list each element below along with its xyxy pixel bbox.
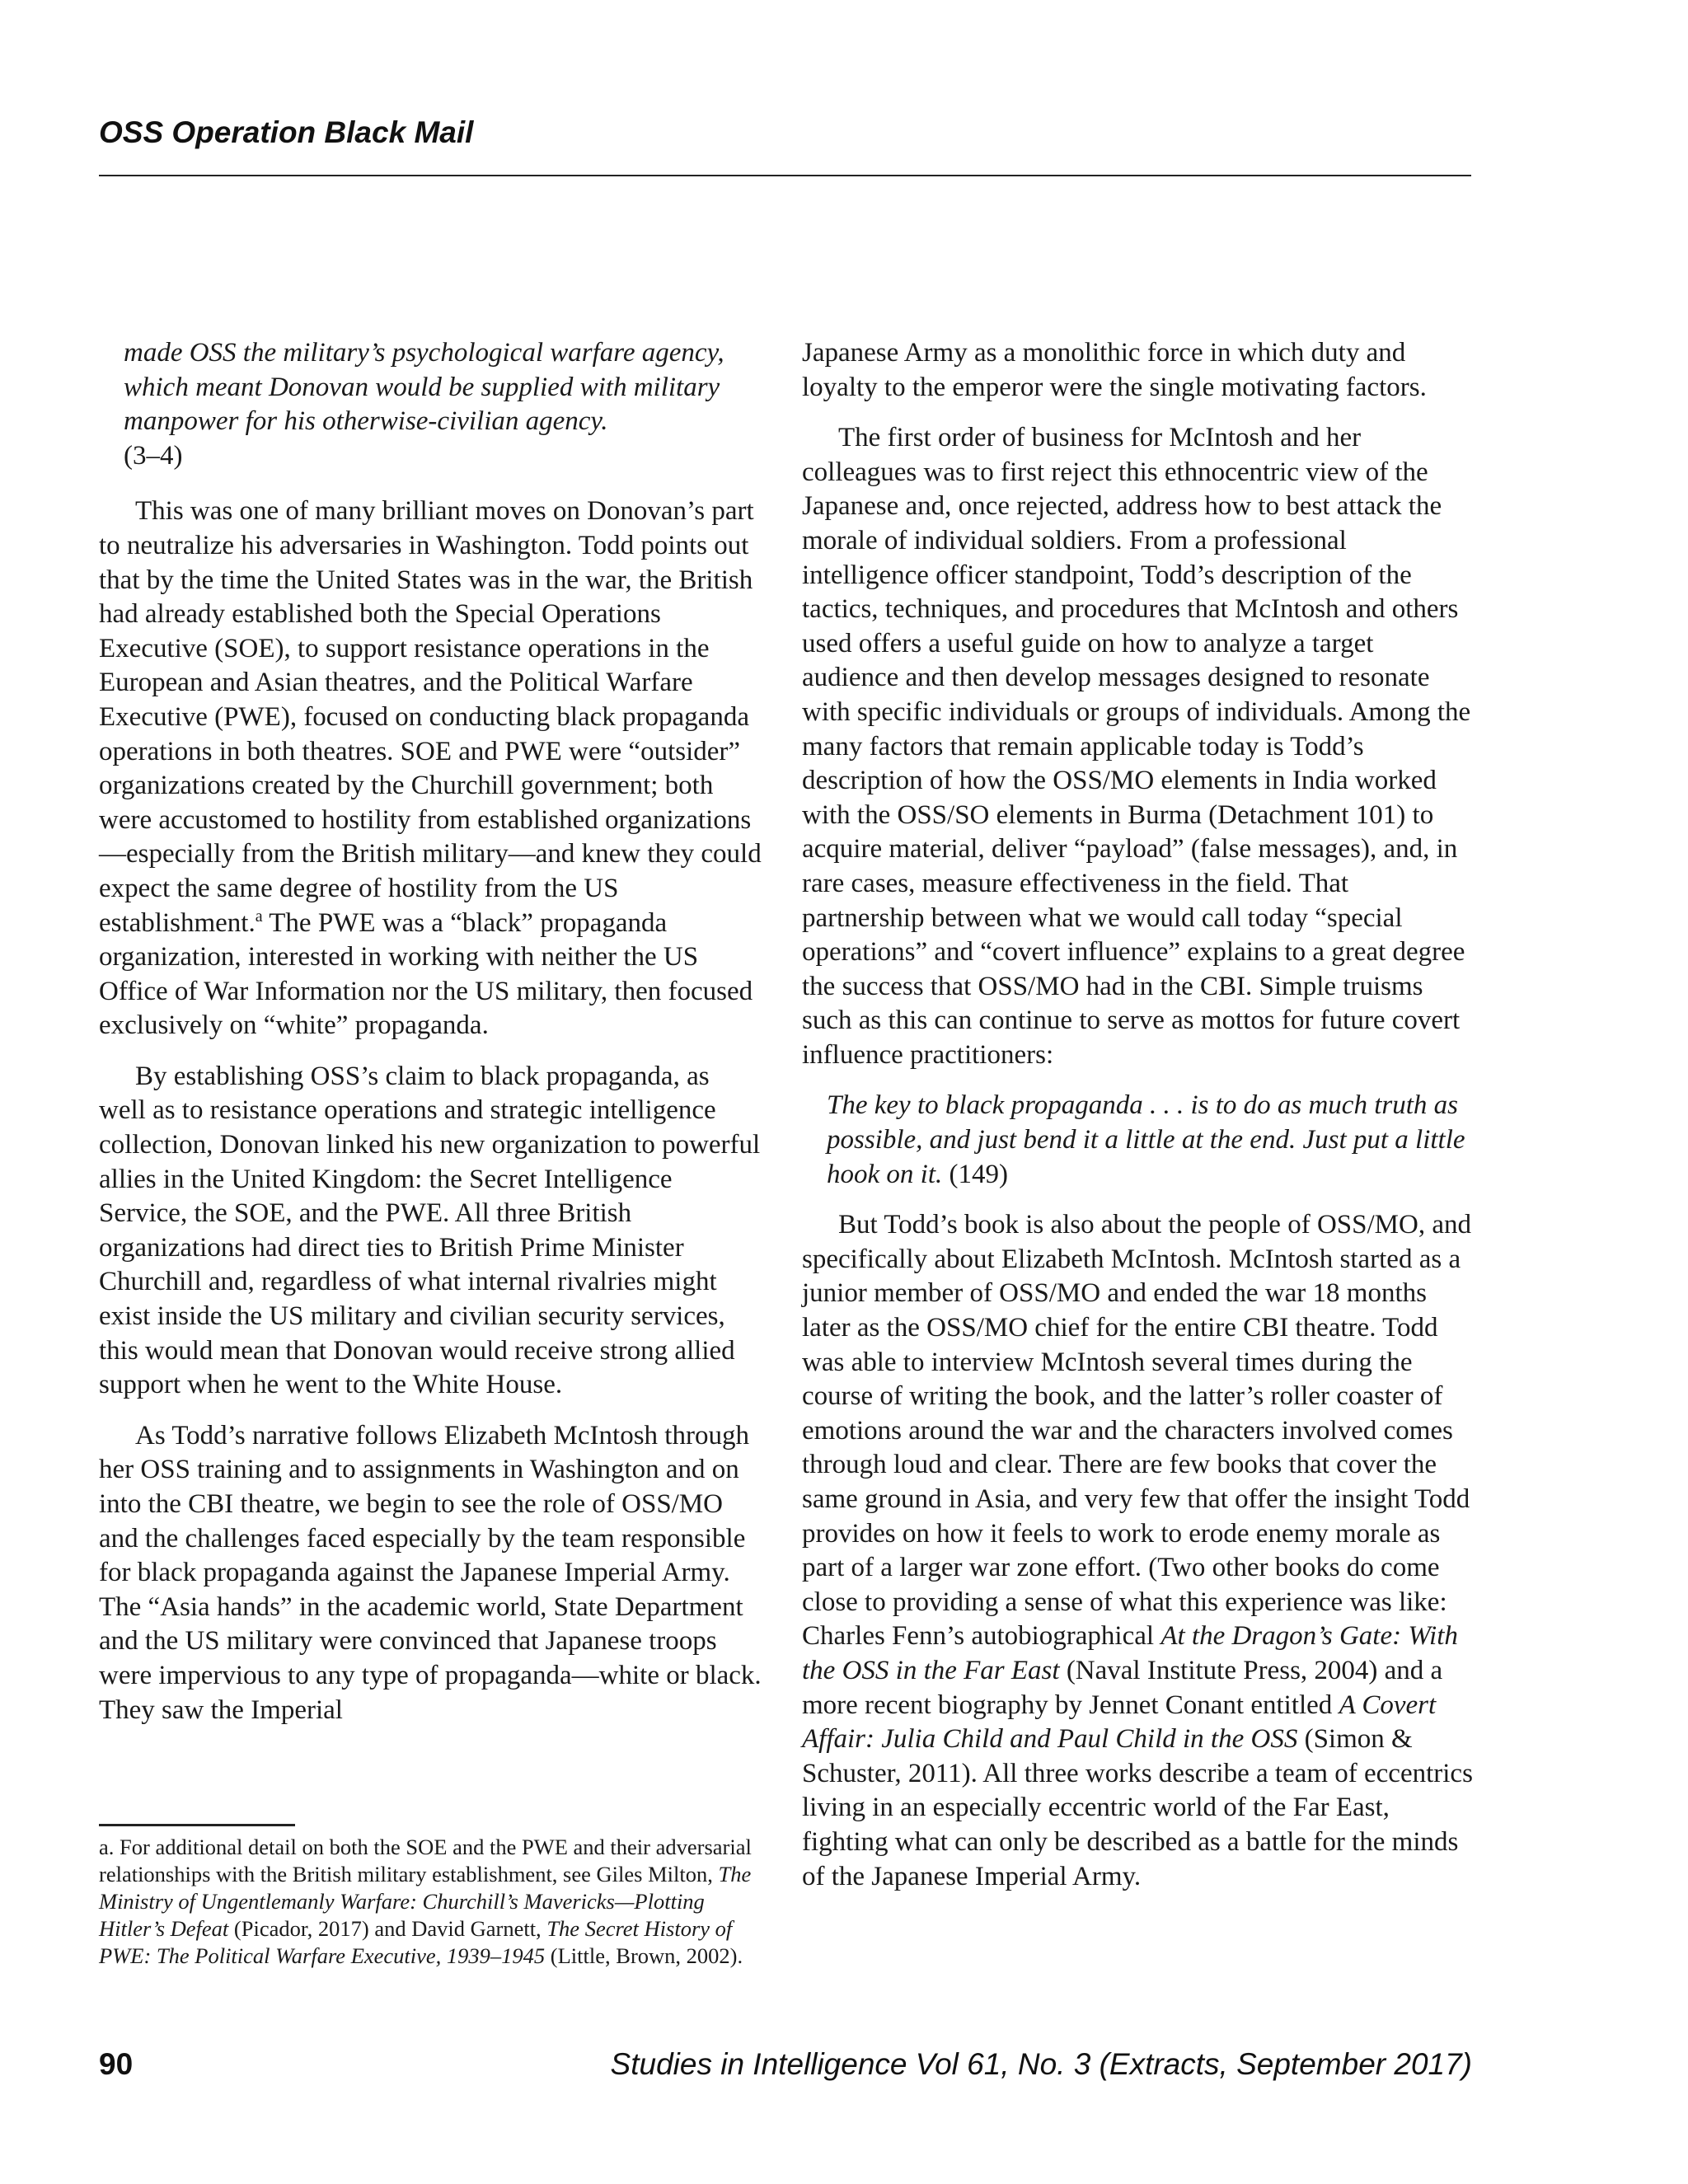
- block-quote-1-text: made OSS the military’s psychological warfare agency, which meant Donovan would be supplied with military manpower for his otherwise-civilian agency.: [124, 338, 724, 437]
- paragraph-claim-black-propaganda: By establishing OSS’s claim to black propaganda, as well as to resistance operations and strategic intelligence collection, Donovan linked his new organization to powerful allies in the United Kingdom: the Secret Intelligence Service, the SOE, and the PWE. All three British organizations had direct ties to British Prime Minister Churchill and, regardless of what internal rivalries might exist inside the US military and civilian security services, this would mean that Donovan would receive strong allied support when he went to the White House.: [99, 1061, 761, 1400]
- paragraph-people-of-oss: But Todd’s book is also about the people of OSS/MO, and specifically about Elizabeth McIntosh. McIntosh started as a junior member of OSS/MO and ended the war 18 months later as the OSS/MO chief for the entire CBI theatre. Todd was able to interview McIntosh several times during the course of writing the book, and the latter’s roller coaster of emotions around the war and the characters involved comes through loud and clear. There are few books that cover the same ground in Asia, and very few that offer the insight Todd provides on how it feels to work to erode enemy morale as part of a larger war zone effort. (Two other books do come close to providing a sense of what this experience was like: Charles Fenn’s autobiographical At the Dragon’s Gate: With the OSS in the Far East (Naval Institute Press, 2004) and a more recent biography by Jennet Conant entitled A Covert Affair: Julia Child and Paul Child in the OSS (Simon & Schuster, 2011). All three works describe a team of eccentrics living in an especially eccentric world of the Far East, fighting what can only be described as a battle for the minds of the Japanese Imperial Army.: [802, 1210, 1473, 1891]
- footnote-rule: [99, 1824, 295, 1826]
- paragraph-todd-narrative: As Todd’s narrative follows Elizabeth McIntosh through her OSS training and to assignments in Washington and on into the CBI theatre, we begin to see the role of OSS/MO and the challenges faced especially by the team responsible for black propaganda against the Japanese Imperial Army. The “Asia hands” in the academic world, State Department and the US military were convinced that Japanese troops were impervious to any type of propaganda—white or black. They saw the Imperial: [99, 1420, 762, 1725]
- footnote-ref-a: a: [255, 907, 263, 926]
- header-rule: [99, 175, 1471, 176]
- paragraph-continued: Japanese Army as a monolithic force in which duty and loyalty to the emperor were the single motivating factors.: [802, 338, 1427, 402]
- right-column: [802, 336, 1474, 1910]
- left-column: [99, 336, 762, 1744]
- footnote-a: a. For additional detail on both the SOE and the PWE and their adversarial relationships with the British military establishment, see Giles Milton, The Ministry of Ungentlemanly Warfare: Churchill’s Mavericks—Plotting Hitler’s Defeat (Picador, 2017) and David Garnett, The Secret History of PWE: The Political Warfare Executive, 1939–1945 (Little, Brown, 2002).: [99, 1835, 752, 1968]
- block-quote-1: [124, 336, 762, 473]
- paragraph-first-order: The first order of business for McIntosh and her colleagues was to first reject this ethnocentric view of the Japanese and, once rejected, address how to best attack the morale of individual soldiers. From a professional intelligence officer standpoint, Todd’s description of the tactics, techniques, and procedures that McIntosh and others used offers a useful guide on how to analyze a target audience and then develop messages designed to resonate with specific individuals or groups of individuals. Among the many factors that remain applicable today is Todd’s description of how the OSS/MO elements in India worked with the OSS/SO elements in Burma (Detachment 101) to acquire material, deliver “payload” (false messages), and, in rare cases, measure effectiveness in the field. That partnership between what we would call today “special operations” and “covert influence” explains to a great degree the success that OSS/MO had in the CBI. Simple truisms such as this can continue to serve as mottos for future covert influence practitioners:: [802, 423, 1471, 1070]
- block-quote-2-cite: (149): [949, 1159, 1008, 1189]
- journal-citation: Studies in Intelligence Vol 61, No. 3 (Extracts, September 2017): [610, 2047, 1472, 2081]
- block-quote-1-cite: (3–4): [124, 440, 183, 471]
- paragraph-donovan-moves: This was one of many brilliant moves on Donovan’s part to neutralize his adversaries in Washington. Todd points out that by the time the United States was in the war, the British had already established both the Special Operations Executive (SOE), to support resistance operations in the European and Asian theatres, and the Political Warfare Executive (PWE), focused on conducting black propaganda operations in both theatres. SOE and PWE were “outsider” organizations created by the Churchill government; both were accustomed to hostility from established organizations—especially from the British military—and knew they could expect the same degree of hostility from the US establishment.$^a$ The PWE was a “black” propaganda organization, interested in working with neither the US Office of War Information nor the US military, then focused exclusively on “white” propaganda.: [99, 496, 762, 1041]
- page-number: 90: [99, 2047, 134, 2081]
- book-title-dragons-gate: At the Dragon’s Gate: With the OSS in the Far East: [802, 1621, 1458, 1685]
- footnote-book-pwe-history: The Secret History of PWE: The Political Warfare Executive, 1939–1945: [99, 1916, 733, 1968]
- block-quote-2: [827, 1089, 1474, 1192]
- footnote-book-ministry: The Ministry of Ungentlemanly Warfare: Churchill’s Mavericks—Plotting Hitler’s Defeat: [99, 1862, 752, 1941]
- running-head-title: OSS Operation Black Mail: [99, 115, 474, 149]
- book-title-covert-affair: A Covert Affair: Julia Child and Paul Child in the OSS: [802, 1690, 1437, 1755]
- block-quote-2-text: The key to black propaganda . . . is to do as much truth as possible, and just bend it a little at the end. Just put a little hook on it.: [827, 1090, 1465, 1189]
